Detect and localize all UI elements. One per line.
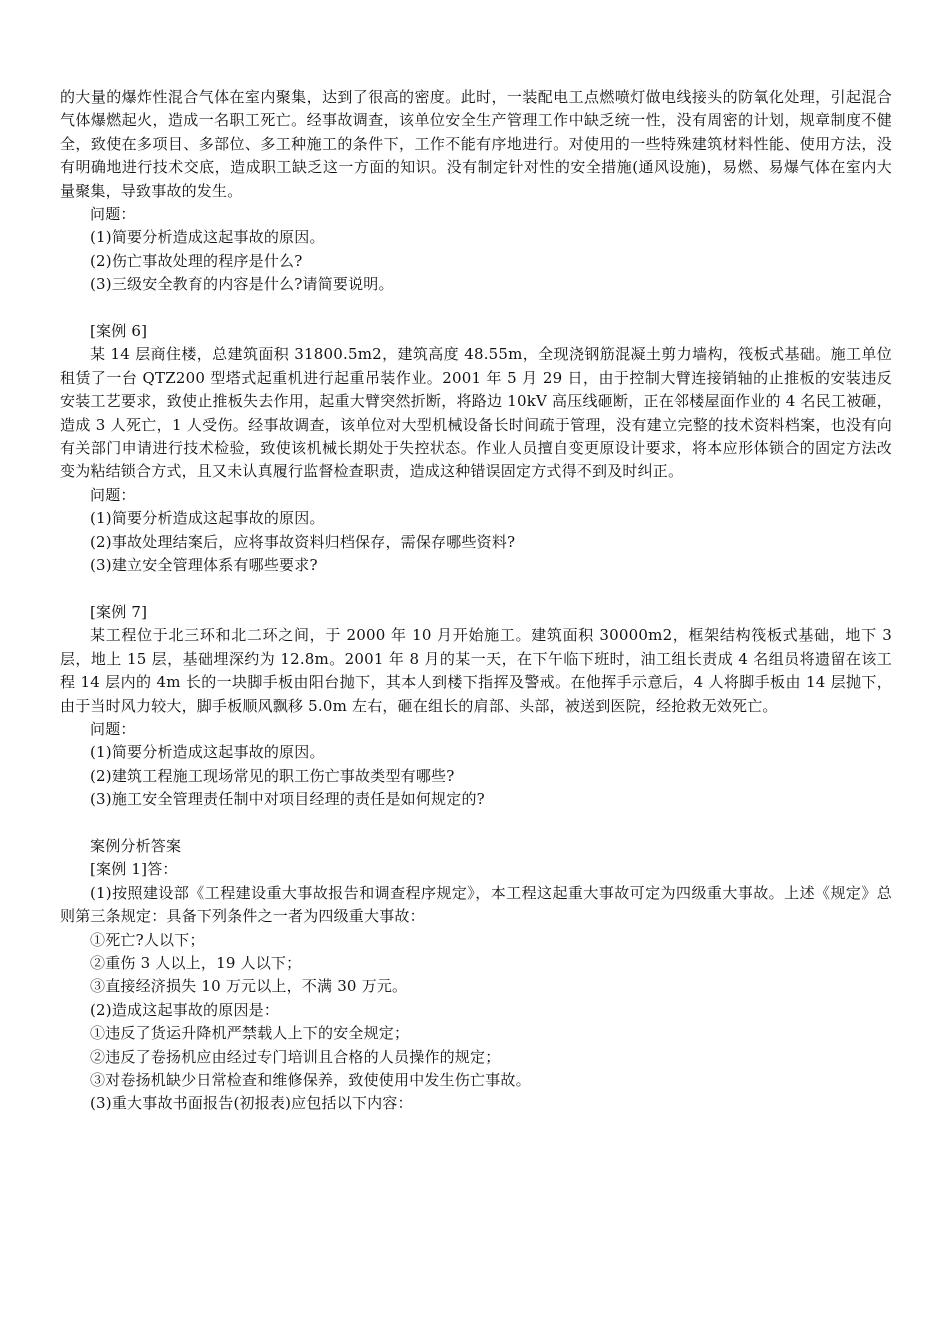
- case7-title: [案例 7]: [90, 602, 148, 621]
- case5-question-3: (3)三级安全教育的内容是什么?请简要说明。: [90, 275, 394, 294]
- spacer: [60, 578, 892, 601]
- case5-body: 的大量的爆炸性混合气体在室内聚集，达到了很高的密度。此时，一装配电工点燃喷灯做电线接头的防氧化处理，引起混合气体爆燃起火，造成一名职工死亡。经事故调查，该单位安全生产管理工作中缺乏统一性，没有周密的计划，规章制度不健全，致使在多项目、多部位、多工种施工的条件下，工作不能有序地进行。对使用的一些特殊建筑材料性能、使用方法，没有明确地进行技术交底，造成职工缺乏这一方面的知识。没有制定针对性的安全措施(通风设施)，易燃、易爆气体在室内大量聚集，导致事故的发生。: [60, 88, 892, 200]
- answers-heading: 案例分析答案: [90, 836, 182, 855]
- case5-questions-label: 问题：: [90, 205, 136, 224]
- answer-3: (3)重大事故书面报告(初报表)应包括以下内容：: [90, 1094, 413, 1113]
- case7-questions-label: 问题：: [90, 719, 136, 738]
- case6-body: 某 14 层商住楼，总建筑面积 31800.5m2，建筑高度 48.55m，全现浇钢筋混凝土剪力墙构，筏板式基础。施工单位租赁了一台 QTZ200 型塔式起重机进行起重吊装作业。2001 年 5 月 29 日，由于控制大臂连接销轴的止推板的安装违反安装工艺要求，致使止推板失去作用，起重大臂突然折断，将路边 10kV 高压线砸断，正在邻楼屋面作业的 4 名民工被砸，造成 3 人死亡，1 人受伤。经事故调查，该单位对大型机械设备长时间疏于管理，没有建立完整的技术资料档案，也没有向有关部门申请进行技术检验，致使该机械长期处于失控状态。作业人员擅自变更原设计要求，将本应形体锁合的固定方法改变为粘结锁合方式，且又未认真履行监督检查职责，造成这种错误固定方式得不到及时纠正。: [60, 345, 892, 481]
- case5-question-2: (2)伤亡事故处理的程序是什么?: [90, 251, 303, 270]
- answer-1-item-2: ②重伤 3 人以上，19 人以下；: [90, 953, 302, 972]
- answer-2: (2)造成这起事故的原因是：: [90, 1000, 280, 1019]
- case6-question-2: (2)事故处理结案后，应将事故资料归档保存，需保存哪些资料?: [90, 532, 516, 551]
- case7-question-2: (2)建筑工程施工现场常见的职工伤亡事故类型有哪些?: [90, 766, 455, 785]
- case6-question-1: (1)简要分析造成这起事故的原因。: [90, 509, 325, 528]
- answer-case1-label: [案例 1]答：: [90, 860, 178, 879]
- answer-2-item-3: ③对卷扬机缺少日常检查和维修保养，致使使用中发生伤亡事故。: [90, 1071, 531, 1090]
- case6-questions-label: 问题：: [90, 485, 136, 504]
- case6-question-3: (3)建立安全管理体系有哪些要求?: [90, 556, 318, 575]
- answer-1-item-3: ③直接经济损失 10 万元以上，不满 30 万元。: [90, 977, 408, 996]
- case6-title: [案例 6]: [90, 322, 148, 341]
- document-page: [60, 86, 892, 1116]
- answer-2-item-1: ①违反了货运升降机严禁载人上下的安全规定；: [90, 1024, 410, 1043]
- case5-question-1: (1)简要分析造成这起事故的原因。: [90, 228, 325, 247]
- case7-body: 某工程位于北三环和北二环之间，于 2000 年 10 月开始施工。建筑面积 30000m2，框架结构筏板式基础，地下 3 层，地上 15 层，基础埋深约为 12.8m。2001 年 8 月的某一天，在下午临下班时，油工组长责成 4 名组员将遗留在该工程 14 层内的 4m 长的一块脚手板由阳台抛下，其本人到楼下指挥及警戒。在他挥手示意后，4 人将脚手板由 14 层抛下，由于当时风力较大，脚手板顺风飘移 5.0m 左右，砸在组长的肩部、头部，被送到医院，经抢救无效死亡。: [60, 626, 892, 715]
- answer-1: (1)按照建设部《工程建设重大事故报告和调查程序规定》，本工程这起重大事故可定为四级重大事故。上述《规定》总则第三条规定：具备下列条件之一者为四级重大事故：: [60, 883, 892, 926]
- case7-question-1: (1)简要分析造成这起事故的原因。: [90, 743, 325, 762]
- spacer: [60, 812, 892, 835]
- answer-1-item-1: ①死亡?人以下；: [90, 930, 205, 949]
- spacer: [60, 297, 892, 320]
- answer-2-item-2: ②违反了卷扬机应由经过专门培训且合格的人员操作的规定；: [90, 1047, 501, 1066]
- case7-question-3: (3)施工安全管理责任制中对项目经理的责任是如何规定的?: [90, 790, 485, 809]
